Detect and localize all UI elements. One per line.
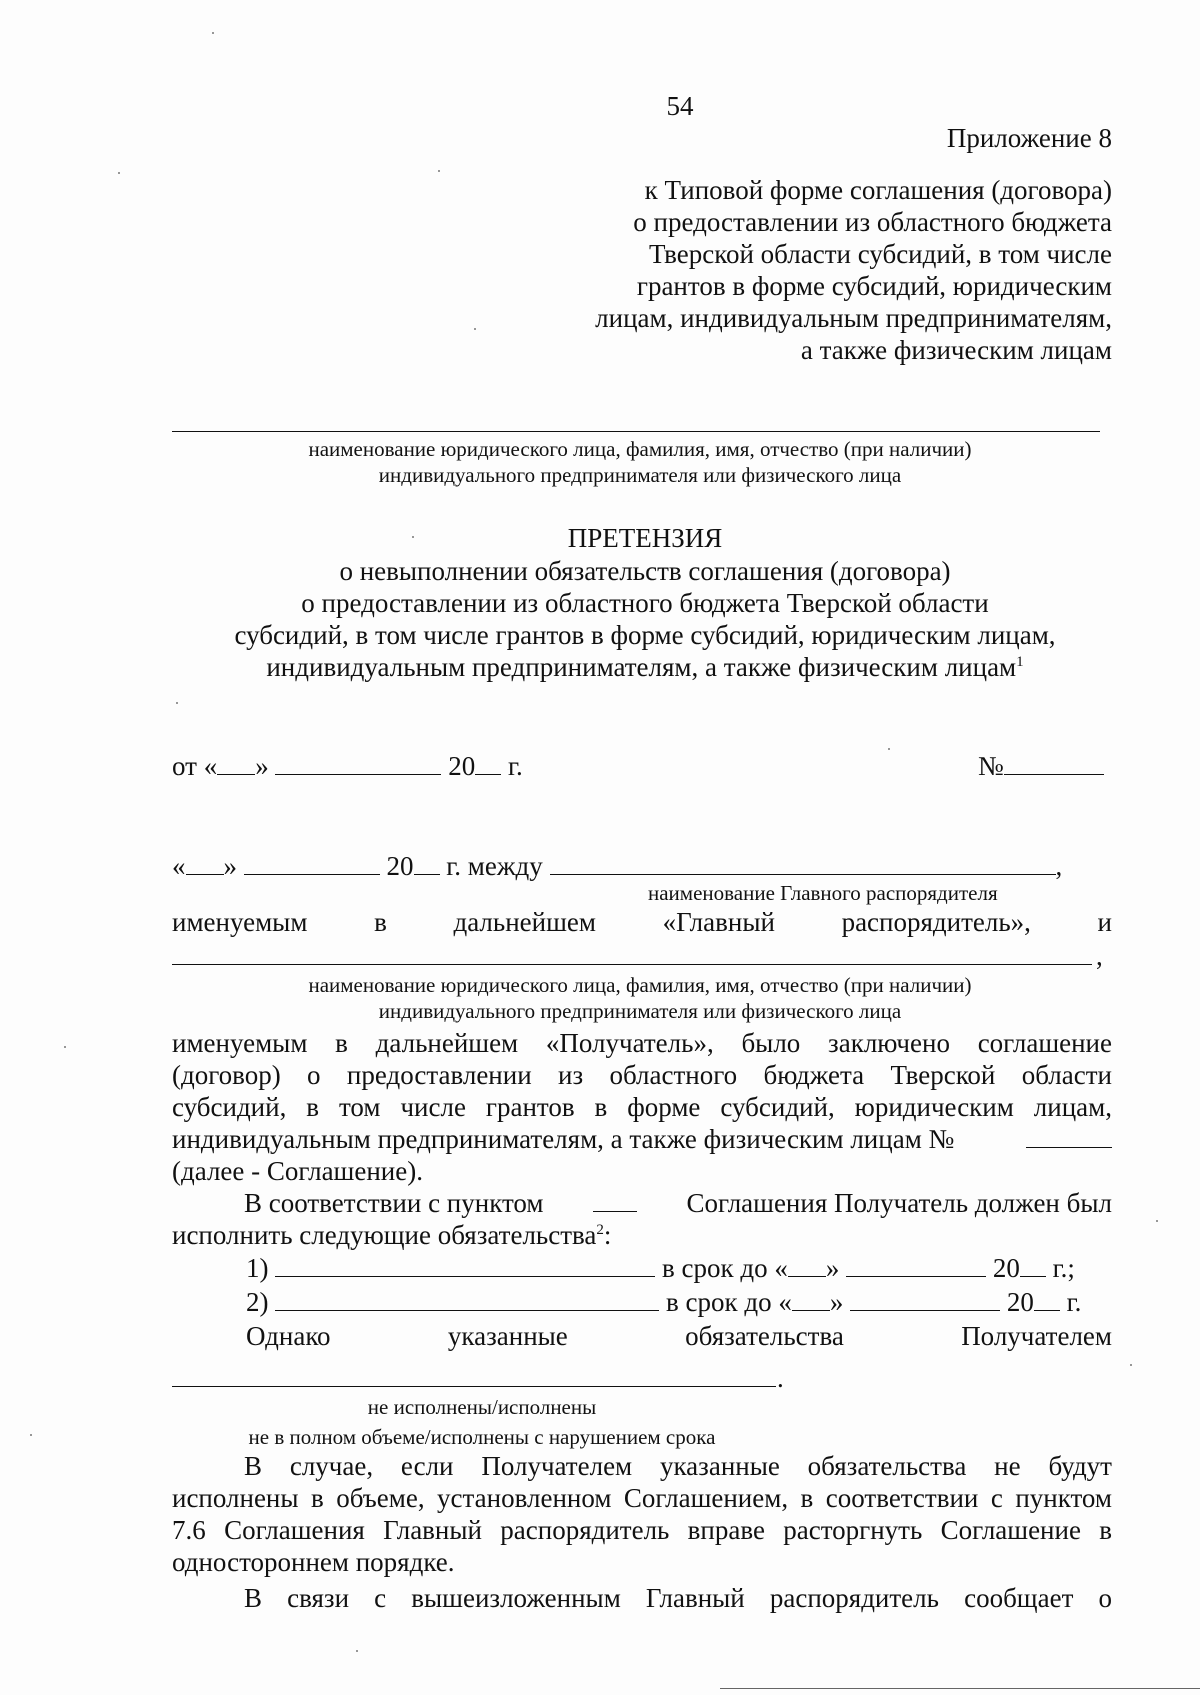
para1-line: (далее - Соглашение). (172, 1156, 423, 1186)
caption-line: не в полном объеме/исполнены с нарушением срока (248, 1425, 716, 1449)
appendix-line: лицам, индивидуальным предпринимателям, (595, 303, 1112, 333)
para1-line (172, 1123, 1112, 1155)
grbs-caption: наименование Главного распорядителя (648, 881, 998, 905)
scan-speck (30, 1434, 32, 1436)
heading-line (150, 651, 1140, 683)
comma: , (1096, 941, 1103, 971)
day-blank[interactable] (792, 1286, 830, 1311)
year-blank[interactable] (1034, 1286, 1060, 1311)
scan-speck (1130, 1364, 1132, 1366)
heading-line: о невыполнении обязательств соглашения (договора) (339, 556, 951, 586)
appendix-line: о предоставлении из областного бюджета (633, 207, 1112, 237)
para3-line: исполнены в объеме, установленном Соглашением, в соответствии с пунктом (172, 1483, 1112, 1513)
between-text: г. между (446, 851, 543, 881)
appendix-line: к Типовой форме соглашения (договора) (644, 175, 1112, 205)
para2-line (172, 1219, 611, 1251)
number-sign: № (978, 751, 1004, 781)
appendix-line: а также физическим лицам (800, 335, 1112, 365)
scan-speck (438, 170, 440, 172)
month-blank[interactable] (244, 850, 380, 875)
appendix-title: Приложение 8 (946, 123, 1112, 153)
caption-line: индивидуального предпринимателя или физического лица (378, 463, 902, 487)
grbs-name-blank[interactable] (550, 850, 1056, 875)
para2-line (172, 1187, 1112, 1219)
word: дальнейшем (453, 907, 596, 937)
document-title: ПРЕТЕНЗИЯ (567, 523, 723, 553)
word: обязательства (685, 1321, 844, 1351)
year-prefix: 20 (1006, 1287, 1034, 1317)
appendix-reference (595, 174, 1112, 366)
quote-close: » (829, 1287, 844, 1317)
para1-line: субсидий, в том числе грантов в форме субсидий, юридическим лицам, (172, 1092, 1112, 1122)
agreement-number-blank[interactable] (1026, 1123, 1112, 1148)
year-prefix: 20 (448, 751, 476, 781)
word: распорядитель», (841, 907, 1031, 937)
scan-edge-line (720, 1688, 1200, 1689)
para1-line: именуемым в дальнейшем «Получатель», было заключено соглашение (172, 1028, 1112, 1058)
heading-line: о предоставлении из областного бюджета Тверской области (301, 588, 989, 618)
year-suffix: г.; (1052, 1253, 1075, 1283)
scan-speck (888, 748, 890, 750)
heading-line: субсидий, в том числе грантов в форме субсидий, юридическим лицам, (234, 620, 1056, 650)
heading-subtitle (150, 555, 1140, 683)
scan-speck (356, 1650, 358, 1652)
month-blank[interactable] (275, 750, 441, 775)
word: Получателем (961, 1321, 1112, 1351)
word: именуемым (172, 907, 308, 937)
caption-line: наименование юридического лица, фамилия, имя, отчество (при наличии) (308, 973, 972, 997)
quote-close: » (223, 851, 237, 881)
word: Однако (246, 1321, 331, 1351)
word: «Главный (662, 907, 775, 937)
status-line[interactable] (172, 1386, 776, 1387)
period: . (777, 1363, 784, 1393)
para4-line: В связи с вышеизложенным Главный распорядитель сообщает о (244, 1583, 1112, 1613)
heading-line-text: индивидуальным предпринимателям, а также физическим лицам (266, 652, 1017, 682)
year-suffix: г. (507, 751, 523, 781)
year-prefix: 20 (386, 851, 414, 881)
scan-speck (412, 536, 414, 538)
recipient-caption (200, 972, 1080, 1024)
number-blank[interactable] (1004, 750, 1104, 775)
word: указанные (447, 1321, 568, 1351)
para2-text: исполнить следующие обязательства (172, 1220, 597, 1250)
quote-open: « (172, 851, 186, 881)
recipient-name-caption (200, 436, 1080, 488)
however-row (246, 1320, 1112, 1352)
year-blank[interactable] (414, 850, 440, 875)
para2-text: Соглашения Получатель должен был (686, 1188, 1112, 1218)
footnote-mark: 1 (1016, 654, 1024, 670)
footnote-mark: 2 (596, 1222, 604, 1238)
caption-line: наименование юридического лица, фамилия, имя, отчество (при наличии) (308, 437, 972, 461)
word: в (374, 907, 387, 937)
quote-close: » (255, 751, 269, 781)
named-row (172, 906, 1112, 938)
year-suffix: г. (1066, 1287, 1082, 1317)
date-from-label: от « (172, 751, 218, 781)
colon: : (603, 1220, 612, 1250)
obligation-blank[interactable] (275, 1286, 659, 1311)
para1-text: индивидуальным предпринимателям, а также физическим лицам № (172, 1124, 955, 1154)
appendix-line: грантов в форме субсидий, юридическим (636, 271, 1112, 301)
caption-line: не исполнены/исполнены (367, 1395, 597, 1419)
para3-line: В случае, если Получателем указанные обязательства не будут (244, 1451, 1112, 1481)
word: и (1097, 907, 1112, 937)
page-number: 54 (666, 91, 694, 121)
para3-line: одностороннем порядке. (172, 1547, 455, 1577)
obligation-number: 2) (246, 1287, 269, 1317)
scan-speck (118, 172, 120, 174)
para1-line: (договор) о предоставлении из областного бюджета Тверской области (172, 1060, 1112, 1090)
month-blank[interactable] (846, 1252, 986, 1277)
month-blank[interactable] (850, 1286, 1000, 1311)
obligation-1 (246, 1252, 1075, 1284)
number-field (978, 750, 1104, 782)
year-prefix: 20 (992, 1253, 1020, 1283)
scan-speck (474, 328, 476, 330)
obligation-blank[interactable] (275, 1252, 655, 1277)
day-blank[interactable] (186, 850, 224, 875)
day-blank[interactable] (788, 1252, 826, 1277)
agreement-date-row (172, 850, 1062, 882)
clause-blank[interactable] (593, 1187, 637, 1212)
caption-line: индивидуального предпринимателя или физического лица (378, 999, 902, 1023)
para3-line: 7.6 Соглашения Главный распорядитель вправе расторгнуть Соглашение в (172, 1515, 1112, 1545)
year-blank[interactable] (475, 750, 501, 775)
scan-speck (64, 1046, 66, 1048)
quote-close: » (825, 1253, 840, 1283)
para2-text: В соответствии с пунктом (244, 1188, 544, 1218)
comma: , (1055, 851, 1063, 881)
appendix-line: Тверской области субсидий, в том числе (649, 239, 1112, 269)
day-blank[interactable] (217, 750, 255, 775)
recipient-name-line-2[interactable] (172, 964, 1092, 965)
deadline-label: в срок до « (666, 1287, 792, 1317)
year-blank[interactable] (1020, 1252, 1046, 1277)
obligation-number: 1) (246, 1253, 269, 1283)
scan-speck (176, 702, 178, 704)
deadline-label: в срок до « (662, 1253, 788, 1283)
date-row (172, 750, 523, 782)
status-caption (172, 1392, 792, 1452)
obligation-2 (246, 1286, 1081, 1318)
scan-speck (212, 32, 214, 34)
scan-speck (1156, 1220, 1158, 1222)
recipient-name-line[interactable] (172, 431, 1100, 432)
